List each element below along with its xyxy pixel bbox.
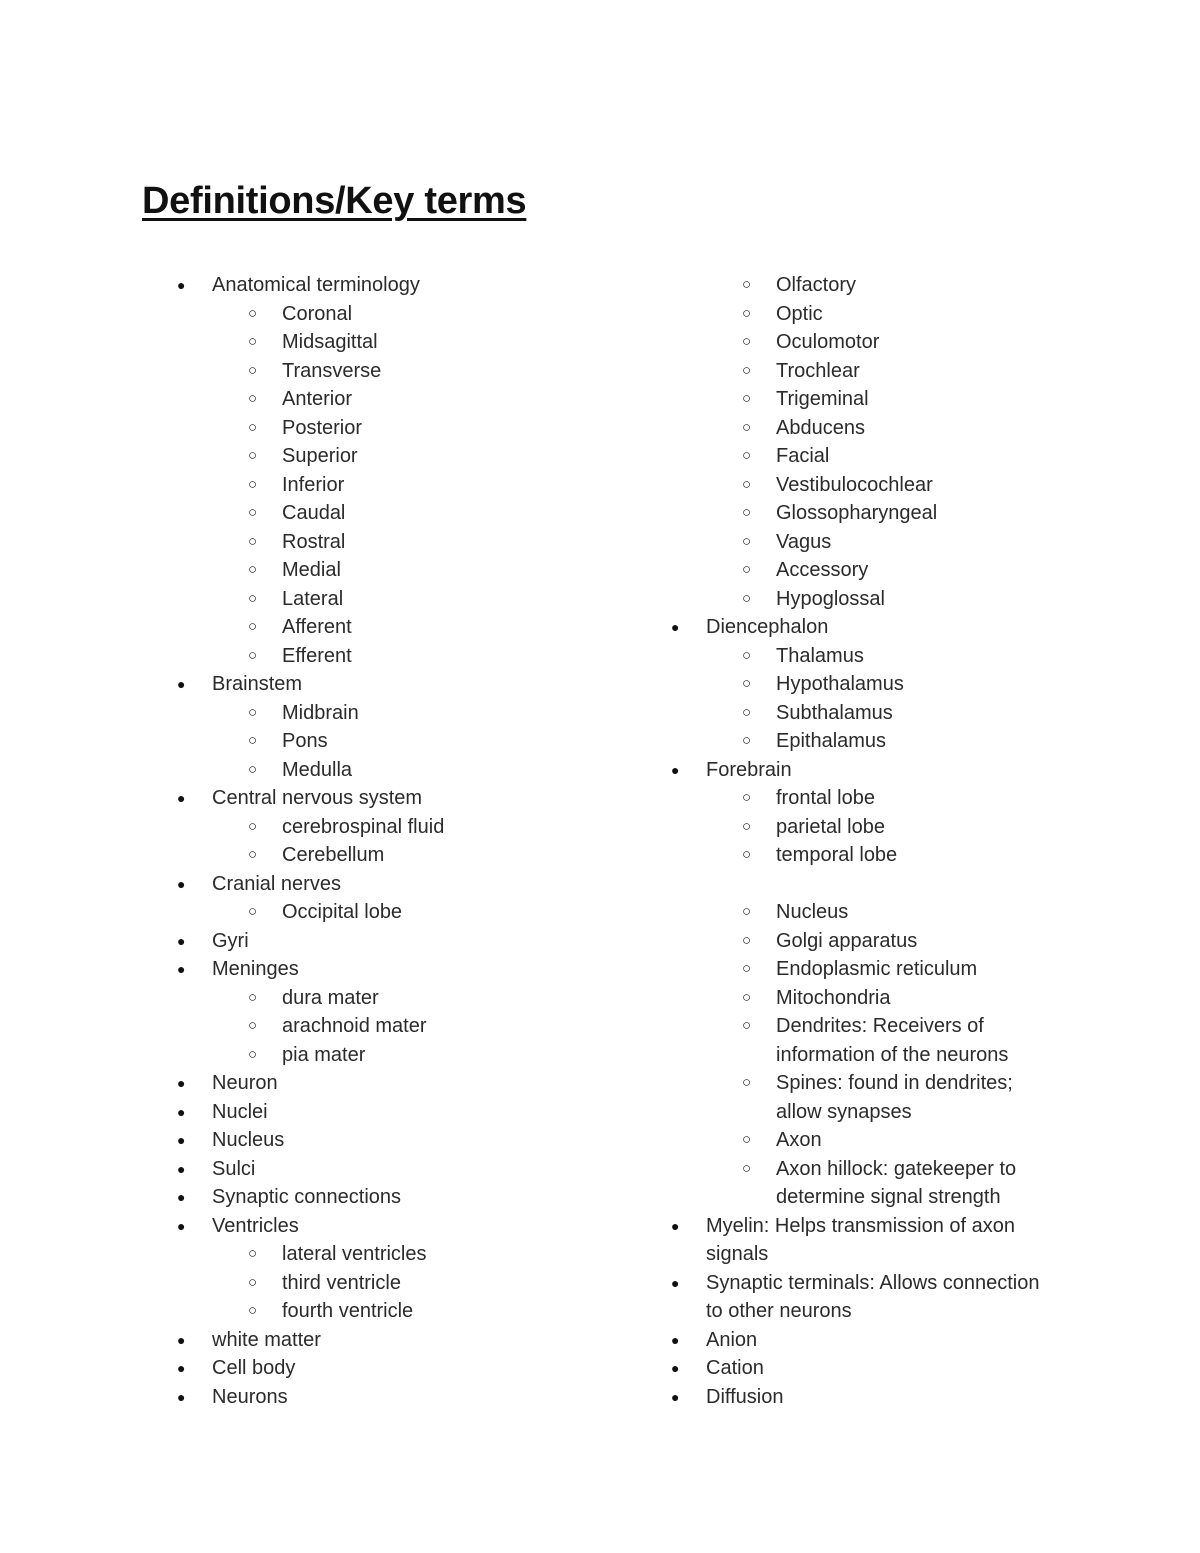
term-text: temporal lobe: [776, 844, 898, 866]
sub-list-item: [666, 984, 1086, 1013]
sub-list-item: [666, 499, 1086, 528]
hollow-circle-icon: ○: [742, 960, 752, 977]
term-text: Coronal: [282, 302, 353, 325]
sub-list-item: [666, 300, 1086, 329]
term-text: Vagus: [776, 530, 832, 553]
sub-list-item: [172, 1041, 592, 1070]
hollow-circle-icon: ○: [248, 561, 258, 578]
hollow-circle-icon: ○: [742, 703, 752, 721]
term-text: Trigeminal: [776, 388, 869, 410]
term-text: Nuclei: [212, 1100, 268, 1123]
filled-disc-icon: ●: [671, 761, 680, 778]
list-item: [172, 1126, 592, 1155]
filled-disc-icon: ●: [177, 1075, 186, 1091]
sub-list-item: [666, 385, 1086, 414]
filled-disc-icon: ●: [177, 932, 186, 949]
sub-list-item: [172, 442, 592, 471]
list-item: [666, 1326, 1086, 1355]
term-text: Olfactory: [776, 274, 857, 296]
term-text: Axon: [776, 1129, 822, 1151]
term-text: Superior: [282, 445, 358, 467]
hollow-circle-icon: ○: [248, 732, 258, 749]
hollow-circle-icon: ○: [248, 532, 258, 550]
sub-list-item: [172, 528, 592, 557]
term-text: Inferior: [282, 473, 345, 496]
term-text: cerebrospinal fluid: [282, 815, 445, 838]
filled-disc-icon: ●: [177, 875, 186, 892]
list-item: [666, 1354, 1086, 1383]
filled-disc-icon: ●: [671, 1274, 680, 1291]
filled-disc-icon: ●: [177, 790, 186, 806]
hollow-circle-icon: ○: [742, 561, 752, 578]
blank-line: [666, 870, 1086, 899]
sub-list-item: [666, 528, 1086, 557]
filled-disc-icon: ●: [671, 1217, 680, 1234]
filled-disc-icon: ●: [177, 1217, 186, 1234]
sub-list-item: [666, 898, 1086, 927]
term-text: Vestibulocochlear: [776, 473, 933, 496]
sub-list-item: [172, 1269, 592, 1298]
hollow-circle-icon: ○: [248, 1017, 258, 1034]
term-text: Dendrites: Receivers of information of the neurons: [776, 1015, 1009, 1066]
term-text: Efferent: [282, 644, 352, 667]
sub-list-item: [172, 585, 592, 614]
sub-list-item: [172, 727, 592, 756]
hollow-circle-icon: ○: [248, 618, 258, 635]
sub-list-item: [666, 328, 1086, 357]
term-text: Sulci: [212, 1157, 256, 1180]
filled-disc-icon: ●: [177, 961, 186, 977]
hollow-circle-icon: ○: [248, 646, 258, 664]
term-text: Meninges: [212, 958, 299, 980]
term-text: Afferent: [282, 616, 352, 638]
term-text: Hypothalamus: [776, 673, 904, 695]
term-text: Posterior: [282, 416, 363, 439]
sub-list-item: [172, 300, 592, 329]
term-text: Glossopharyngeal: [776, 502, 938, 524]
term-text: frontal lobe: [776, 787, 875, 809]
list-item: [172, 1183, 592, 1212]
hollow-circle-icon: ○: [742, 504, 752, 521]
term-text: Synaptic connections: [212, 1186, 402, 1208]
term-text: parietal lobe: [776, 815, 885, 838]
sub-list-item: [666, 414, 1086, 443]
hollow-circle-icon: ○: [742, 789, 752, 806]
hollow-circle-icon: ○: [742, 475, 752, 493]
sub-list-item: [666, 670, 1086, 699]
term-text: Midbrain: [282, 701, 359, 724]
term-text: Optic: [776, 302, 823, 325]
list-item: [172, 927, 592, 956]
sub-list-item: [666, 271, 1086, 300]
list-item: [172, 1098, 592, 1127]
term-text: Neuron: [212, 1072, 278, 1094]
filled-disc-icon: ●: [177, 277, 186, 293]
hollow-circle-icon: ○: [248, 760, 258, 778]
term-text: Oculomotor: [776, 331, 880, 353]
hollow-circle-icon: ○: [742, 732, 752, 749]
hollow-circle-icon: ○: [742, 817, 752, 835]
hollow-circle-icon: ○: [742, 903, 752, 920]
hollow-circle-icon: ○: [742, 846, 752, 863]
hollow-circle-icon: ○: [742, 333, 752, 350]
term-text: third ventricle: [282, 1271, 401, 1294]
term-text: Spines: found in dendrites; allow synapses: [776, 1072, 1013, 1123]
list-item: [172, 1354, 592, 1383]
sub-list-item: [172, 499, 592, 528]
hollow-circle-icon: ○: [248, 361, 258, 379]
term-text: Synaptic terminals: Allows connection to other neurons: [706, 1271, 1040, 1322]
hollow-circle-icon: ○: [742, 589, 752, 607]
term-text: Rostral: [282, 530, 346, 553]
sub-list-item: [172, 813, 592, 842]
term-text: Thalamus: [776, 644, 864, 667]
list-item: [172, 271, 592, 300]
filled-disc-icon: ●: [177, 1331, 186, 1348]
filled-disc-icon: ●: [177, 1360, 186, 1376]
hollow-circle-icon: ○: [248, 1245, 258, 1262]
list-item: [172, 784, 592, 813]
list-item: [172, 1212, 592, 1241]
term-text: Golgi apparatus: [776, 929, 918, 952]
hollow-circle-icon: ○: [248, 1045, 258, 1063]
filled-disc-icon: ●: [177, 1103, 186, 1120]
term-text: Brainstem: [212, 673, 303, 695]
term-text: lateral ventricles: [282, 1243, 427, 1265]
term-text: Neurons: [212, 1385, 288, 1408]
hollow-circle-icon: ○: [742, 304, 752, 322]
hollow-circle-icon: ○: [248, 1273, 258, 1291]
hollow-circle-icon: ○: [248, 817, 258, 835]
hollow-circle-icon: ○: [248, 447, 258, 464]
sub-list-item: [666, 585, 1086, 614]
term-text: Midsagittal: [282, 331, 378, 353]
term-text: Anatomical terminology: [212, 274, 420, 296]
left-column: [172, 271, 592, 1411]
hollow-circle-icon: ○: [742, 390, 752, 407]
hollow-circle-icon: ○: [742, 418, 752, 436]
hollow-circle-icon: ○: [248, 390, 258, 407]
hollow-circle-icon: ○: [248, 504, 258, 521]
term-text: Transverse: [282, 359, 382, 382]
sub-list-item: [666, 955, 1086, 984]
list-item: [666, 1269, 1046, 1326]
term-text: Ventricles: [212, 1214, 299, 1237]
term-text: Anterior: [282, 388, 353, 410]
sub-list-item: [666, 471, 1086, 500]
list-item: [172, 1326, 592, 1355]
term-text: arachnoid mater: [282, 1015, 427, 1037]
term-text: Lateral: [282, 587, 344, 610]
hollow-circle-icon: ○: [248, 1302, 258, 1319]
sub-list-item: [172, 471, 592, 500]
list-item: [666, 613, 1086, 642]
term-text: Endoplasmic reticulum: [776, 958, 978, 980]
sub-list-item: [666, 784, 1086, 813]
hollow-circle-icon: ○: [742, 1131, 752, 1148]
term-text: Cell body: [212, 1357, 296, 1379]
page-title: Definitions/Key terms: [142, 180, 527, 222]
term-text: Nucleus: [212, 1129, 285, 1151]
term-text: fourth ventricle: [282, 1300, 414, 1322]
hollow-circle-icon: ○: [742, 675, 752, 692]
term-text: Caudal: [282, 502, 346, 524]
hollow-circle-icon: ○: [248, 418, 258, 436]
hollow-circle-icon: ○: [742, 447, 752, 464]
term-text: Cerebellum: [282, 844, 385, 866]
term-text: Pons: [282, 730, 328, 752]
sub-list-item: [666, 813, 1086, 842]
list-item: [172, 670, 592, 699]
filled-disc-icon: ●: [671, 1360, 680, 1376]
term-text: Medial: [282, 559, 341, 581]
sub-list-item: [666, 927, 1086, 956]
sub-list-item: [666, 841, 1086, 870]
sub-list-item: [666, 1126, 1086, 1155]
sub-list-item: [666, 1069, 1046, 1126]
sub-list-item: [666, 556, 1086, 585]
hollow-circle-icon: ○: [742, 1017, 752, 1034]
sub-list-item: [666, 642, 1086, 671]
term-text: Facial: [776, 445, 830, 467]
sub-list-item: [172, 385, 592, 414]
sub-list-item: [172, 1012, 592, 1041]
hollow-circle-icon: ○: [742, 532, 752, 550]
hollow-circle-icon: ○: [742, 1074, 752, 1091]
term-text: Gyri: [212, 929, 249, 952]
sub-list-item: [666, 442, 1086, 471]
sub-list-item: [666, 727, 1086, 756]
filled-disc-icon: ●: [177, 1132, 186, 1148]
term-text: Forebrain: [706, 758, 792, 781]
term-text: Central nervous system: [212, 787, 423, 809]
hollow-circle-icon: ○: [248, 333, 258, 350]
hollow-circle-icon: ○: [248, 589, 258, 607]
list-item: [666, 1383, 1086, 1412]
term-text: pia mater: [282, 1043, 366, 1066]
list-item: [172, 870, 592, 899]
list-item: [172, 1069, 592, 1098]
filled-disc-icon: ●: [671, 1331, 680, 1348]
term-text: white matter: [212, 1328, 321, 1351]
term-text: Diencephalon: [706, 616, 829, 638]
right-column: [666, 271, 1086, 1411]
list-item: [666, 1212, 1046, 1269]
term-text: Nucleus: [776, 901, 849, 923]
term-text: Subthalamus: [776, 701, 893, 724]
sub-list-item: [666, 357, 1086, 386]
hollow-circle-icon: ○: [742, 1159, 752, 1177]
term-text: Cation: [706, 1357, 764, 1379]
term-text: Hypoglossal: [776, 587, 885, 610]
filled-disc-icon: ●: [177, 676, 186, 692]
term-text: Myelin: Helps transmission of axon signals: [706, 1214, 1016, 1265]
sub-list-item: [172, 642, 592, 671]
right-term-list: [666, 271, 1086, 1411]
list-item: [172, 1155, 592, 1184]
hollow-circle-icon: ○: [742, 988, 752, 1006]
hollow-circle-icon: ○: [742, 361, 752, 379]
sub-list-item: [172, 841, 592, 870]
hollow-circle-icon: ○: [248, 703, 258, 721]
hollow-circle-icon: ○: [248, 304, 258, 322]
term-text: Abducens: [776, 416, 865, 439]
filled-disc-icon: ●: [671, 619, 680, 635]
term-text: Cranial nerves: [212, 872, 341, 895]
list-item: [172, 955, 592, 984]
sub-list-item: [172, 556, 592, 585]
term-text: Mitochondria: [776, 986, 891, 1009]
filled-disc-icon: ●: [177, 1189, 186, 1205]
sub-list-item: [172, 984, 592, 1013]
sub-list-item: [172, 357, 592, 386]
hollow-circle-icon: ○: [742, 646, 752, 664]
term-text: Epithalamus: [776, 730, 887, 752]
term-text: Medulla: [282, 758, 353, 781]
term-text: Occipital lobe: [282, 901, 403, 923]
sub-list-item: [172, 699, 592, 728]
sub-list-item: [666, 1155, 1046, 1212]
hollow-circle-icon: ○: [248, 988, 258, 1006]
sub-list-item: [172, 613, 592, 642]
filled-disc-icon: ●: [671, 1388, 680, 1405]
term-text: dura mater: [282, 986, 379, 1009]
sub-list-item: [172, 328, 592, 357]
hollow-circle-icon: ○: [248, 903, 258, 920]
hollow-circle-icon: ○: [742, 276, 752, 293]
sub-list-item: [172, 414, 592, 443]
sub-list-item: [666, 699, 1086, 728]
term-text: Anion: [706, 1328, 758, 1351]
sub-list-item: [172, 1240, 592, 1269]
hollow-circle-icon: ○: [248, 475, 258, 493]
sub-list-item: [172, 1297, 592, 1326]
hollow-circle-icon: ○: [248, 846, 258, 863]
left-term-list: [172, 271, 592, 1411]
filled-disc-icon: ●: [177, 1160, 186, 1177]
term-text: Trochlear: [776, 359, 860, 382]
term-text: Accessory: [776, 559, 869, 581]
term-text: Diffusion: [706, 1385, 784, 1408]
filled-disc-icon: ●: [177, 1388, 186, 1405]
list-item: [666, 756, 1086, 785]
list-item: [172, 1383, 592, 1412]
hollow-circle-icon: ○: [742, 931, 752, 949]
sub-list-item: [172, 756, 592, 785]
term-text: Axon hillock: gatekeeper to determine signal strength: [776, 1157, 1017, 1208]
sub-list-item: [172, 898, 592, 927]
sub-list-item: [666, 1012, 1046, 1069]
